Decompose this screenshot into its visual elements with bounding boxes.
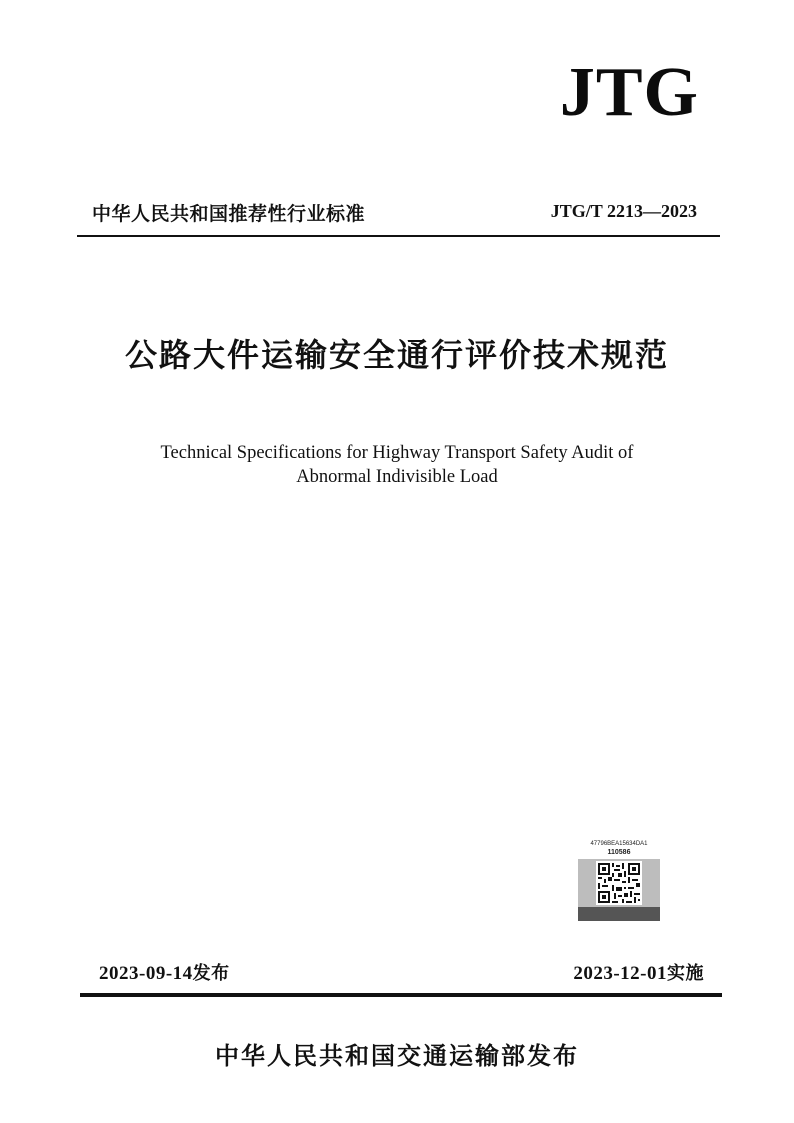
qr-code-icon: [578, 859, 660, 921]
top-divider: [77, 235, 720, 237]
issue-date-value: 2023-09-14: [99, 963, 193, 984]
sticker-serial: 110586: [607, 849, 631, 856]
standard-number: JTG/T 2213—2023: [550, 201, 697, 221]
standard-category: 中华人民共和国推荐性行业标准: [92, 203, 366, 225]
issue-date-label: 发布: [192, 963, 230, 984]
implementation-date: [573, 959, 704, 985]
title-chinese: 公路大件运输安全通行评价技术规范: [124, 336, 669, 374]
title-english-line-2: Abnormal Indivisible Load: [296, 467, 498, 487]
implementation-date-label: 实施: [667, 963, 704, 984]
bottom-divider: [80, 993, 722, 997]
implementation-date-value: 2023-12-01: [573, 963, 667, 984]
jtg-logo: JTG: [559, 54, 699, 131]
sticker-code: 47796BEA15634DA1: [590, 841, 648, 847]
title-english-line-1: Technical Specifications for Highway Transport Safety Audit of: [160, 443, 634, 463]
issue-date: [99, 959, 230, 985]
publisher: 中华人民共和国交通运输部发布: [215, 1042, 579, 1070]
anti-counterfeit-sticker: [578, 841, 660, 921]
title-english: [0, 441, 794, 489]
